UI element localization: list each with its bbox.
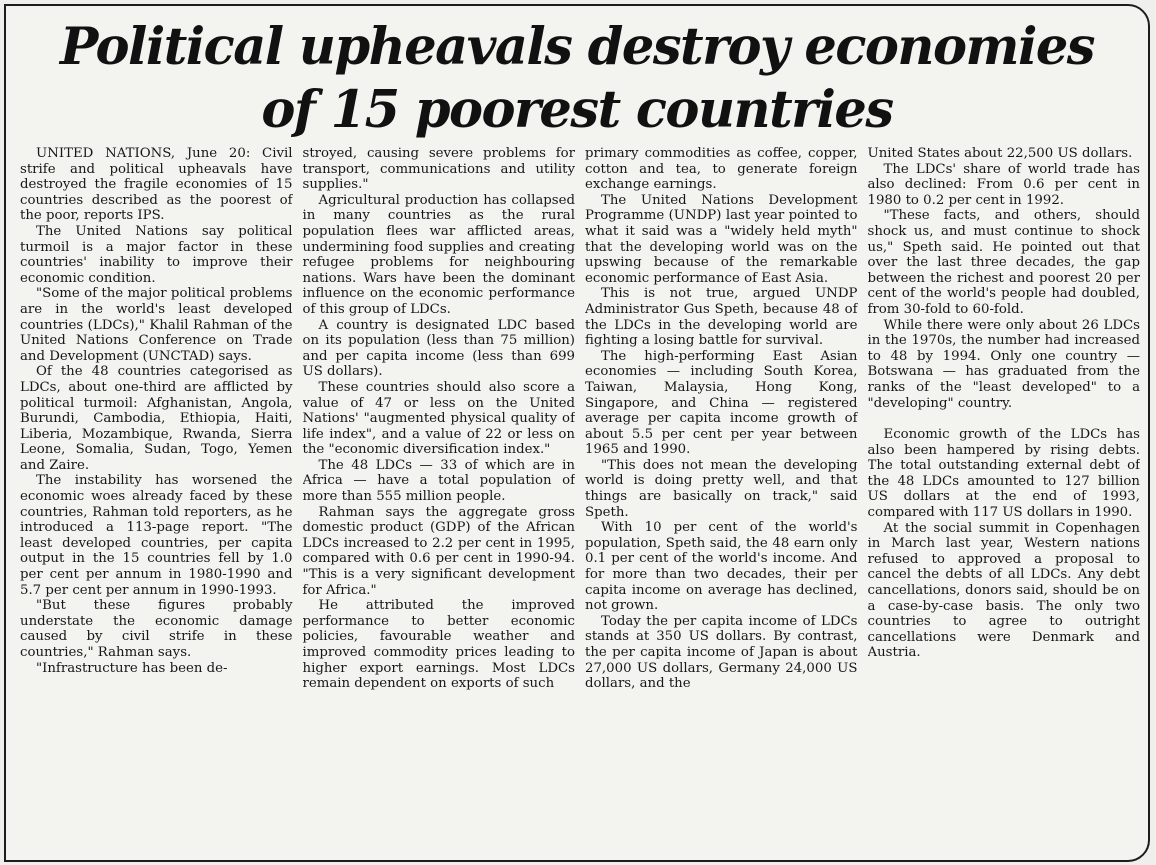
paragraph: Economic growth of the LDCs has also been hampered by rising debts. The total outstanding external debt of the 48 LDCs amounted to 127 billion US dollars at the end of 1993, compared with 117 US dollars in 1990. xyxy=(867,427,1140,521)
paragraph: "This does not mean the developing world is doing pretty well, and that things are basically on track," said Speth. xyxy=(585,457,858,520)
column-2 xyxy=(303,146,576,856)
article-body xyxy=(20,146,1140,856)
paragraph: With 10 per cent of the world's population, Speth said, the 48 earn only 0.1 per cent of the world's income. And for more than two decades, their per capita income on average has declined, not grown. xyxy=(585,520,858,614)
paragraph: The 48 LDCs — 33 of which are in Africa — have a total population of more than 555 million people. xyxy=(302,457,575,505)
paragraph: "Infrastructure has been de- xyxy=(36,660,228,676)
headline-line-2: of 15 poorest countries xyxy=(261,80,893,140)
paragraph: Agricultural production has collapsed in many countries as the rural population flees war afflicted areas, undermining food supplies and creating refugee problems for neighbouring nations. Wars have been the dominant influence on the economic performance of this group of LDCs. xyxy=(302,192,575,317)
paragraph: These countries should also score a value of 47 or less on the United Nations' "augmented physical quality of life index", and a value of 22 or less on the "economic diversification index." xyxy=(302,379,575,458)
headline-line-1: Political upheavals destroy economies xyxy=(59,17,1094,77)
paragraph: stroyed, causing severe problems for transport, communications and utility supplies." xyxy=(302,146,575,193)
paragraph: primary commodities as coffee, copper, cotton and tea, to generate foreign exchange earnings. xyxy=(585,146,858,193)
paragraph: Of the 48 countries categorised as LDCs, about one-third are afflicted by political turmoil: Afghanistan, Angola, Burundi, Cambodia, Ethiopia, Haiti, Liberia, Mozambique, Rwanda, Sierra Leone, Somalia, Sudan, Togo, Yemen and Zaire. xyxy=(20,364,293,473)
paragraph: UNITED NATIONS, June 20: Civil strife and political upheavals have destroyed the fragile economies of 15 countries described as the poorest of the poor, reports IPS. xyxy=(20,146,293,224)
column-1 xyxy=(20,146,293,856)
headline xyxy=(6,6,1148,142)
column-4 xyxy=(868,146,1141,856)
paragraph: The LDCs' share of world trade has also declined: From 0.6 per cent in 1980 to 0.2 per cent in 1992. xyxy=(867,161,1140,208)
paragraph: Today the per capita income of LDCs stands at 350 US dollars. By contrast, the per capita income of Japan is about 27,000 US dollars, Germany 24,000 US dollars, and the xyxy=(585,613,858,692)
paragraph: "These facts, and others, should shock us, and must continue to shock us," Speth said. He pointed out that over the last three decades, the gap between the richest and poorest 20 per cent of the world's people had doubled, from 30-fold to 60-fold. xyxy=(867,208,1140,317)
paragraph: The United Nations Development Programme (UNDP) last year pointed to what it said was a "widely held myth" that the developing world was on the upswing because of the remarkable economic performance of East Asia. xyxy=(585,192,858,286)
paragraph: This is not true, argued UNDP Administrator Gus Speth, because 48 of the LDCs in the developing world are fighting a losing battle for survival. xyxy=(585,286,858,349)
paragraph: At the social summit in Copenhagen in March last year, Western nations refused to approved a proposal to cancel the debts of all LDCs. Any debt cancellations, donors said, should be on a case-by-case basis. The only two countries to agree to outright cancellations were Denmark and Austria. xyxy=(867,520,1140,661)
column-3 xyxy=(585,146,858,856)
paragraph: While there were only about 26 LDCs in the 1970s, the number had increased to 48 by 1994. Only one country — Botswana — has graduated from the ranks of the "least developed" to a "developing" country. xyxy=(867,317,1140,411)
paragraph: He attributed the improved performance to better economic policies, favourable weather and improved commodity prices leading to higher export earnings. Most LDCs remain dependent on exports of such xyxy=(302,598,575,692)
paragraph: United States about 22,500 US dollars. xyxy=(867,146,1133,161)
paragraph: A country is designated LDC based on its population (less than 75 million) and per capita income (less than 699 US dollars). xyxy=(302,317,575,380)
paragraph: "But these figures probably understate the economic damage caused by civil strife in these countries," Rahman says. xyxy=(20,598,293,660)
newspaper-clipping xyxy=(4,4,1150,862)
paragraph: Rahman says the aggregate gross domestic product (GDP) of the African LDCs increased to 2.2 per cent in 1995, compared with 0.6 per cent in 1990-94. "This is a very significant development for Africa." xyxy=(302,504,575,598)
paragraph: "Some of the major political problems are in the world's least developed countries (LDCs)," Khalil Rahman of the United Nations Conference on Trade and Development (UNCTAD) says. xyxy=(20,286,293,364)
paragraph: The United Nations say political turmoil is a major factor in these countries' inability to improve their economic condition. xyxy=(20,223,293,286)
paragraph: The instability has worsened the economic woes already faced by these countries, Rahman told reporters, as he introduced a 113-page report. "The least developed countries, per capita output in the 15 countries fell by 1.0 per cent per annum in 1980-1990 and 5.7 per cent per annum in 1990-1993. xyxy=(20,473,293,598)
paragraph: The high-performing East Asian economies — including South Korea, Taiwan, Malaysia, Hong Kong, Singapore, and China — registered average per capita income growth of about 5.5 per cent per year between 1965 and 1990. xyxy=(585,348,858,458)
